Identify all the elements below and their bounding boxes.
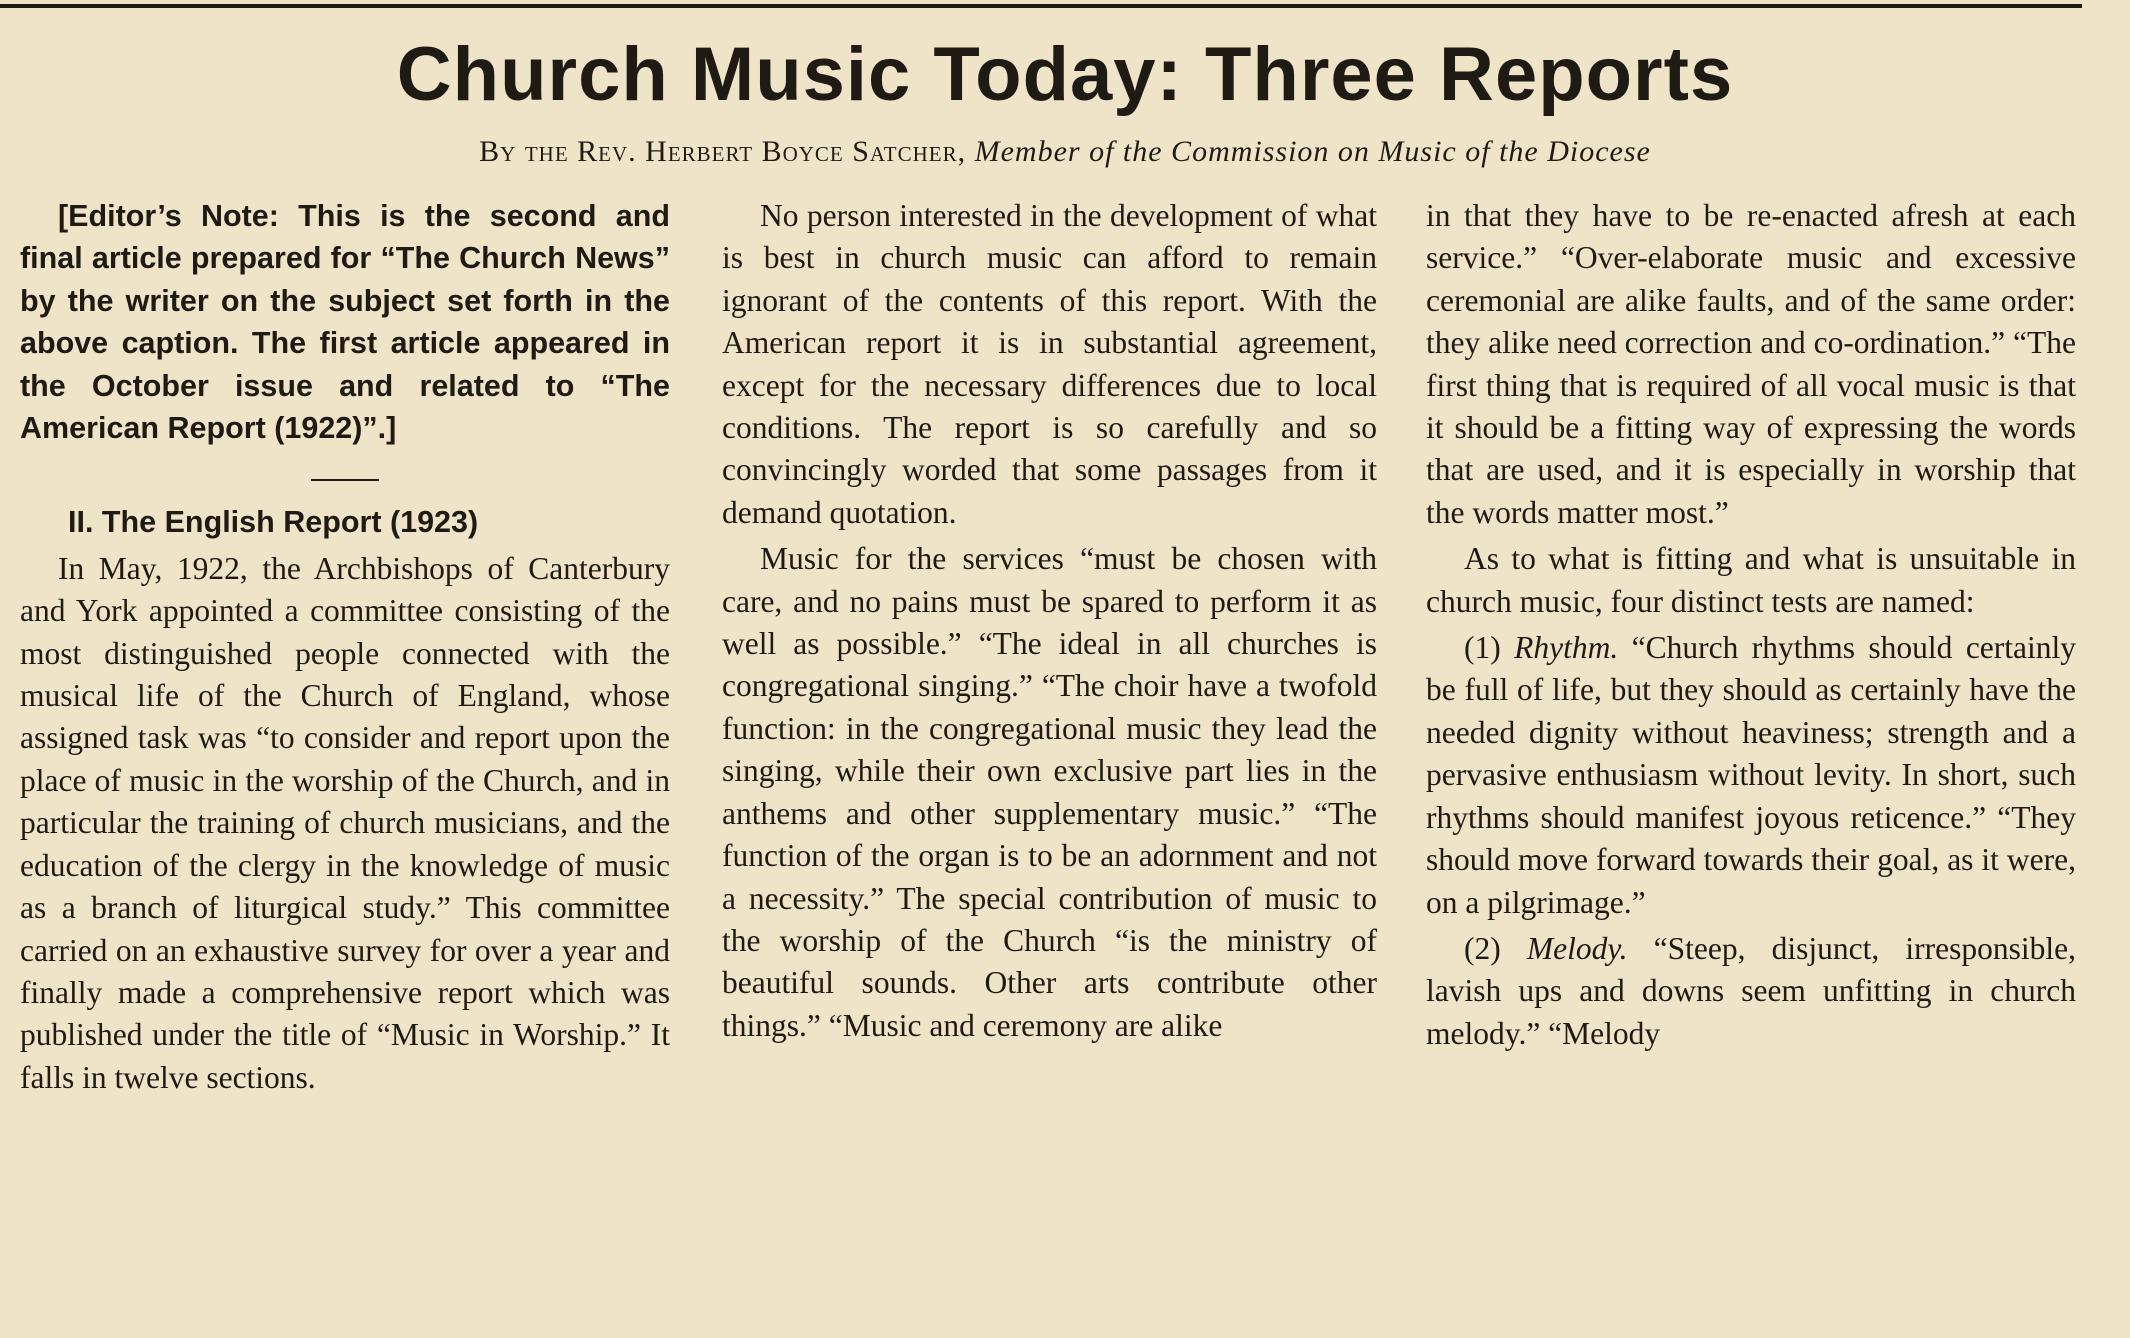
article-title: Church Music Today: Three Reports xyxy=(396,32,1734,117)
column-2-paragraph-1: No person interested in the development of what is best in church music can afford to remain ignorant of the contents of this report. With the American report it is in substantial agreement, except for the necessary differences due to local conditions. The report is so carefully and so convincingly worded that some passages from it demand quotation. xyxy=(722,198,1377,530)
byline xyxy=(0,132,2130,172)
rhythm-text: “Church rhythms should certainly be full of life, but they should as certainly have the needed dignity without heaviness; strength and a pervasive enthusiasm without levity. In short, such rhythms should manifest joyous reticence.” “They should move forward towards their goal, as it were, on a pilgrimage.” xyxy=(1426,630,2077,920)
column-3-paragraph-1: in that they have to be re-enacted afresh at each service.” “Over-elaborate music and excessive ceremonial are alike faults, and of the same order: they alike need correction and co-ordination.” “The first thing that is required of all vocal music is that it should be a fitting way of expressing the words that are used, and it is especially in worship that the words matter most.” xyxy=(1426,198,2076,530)
melody-paragraph xyxy=(1426,928,2076,1055)
top-rule xyxy=(0,4,2082,8)
section-divider xyxy=(311,479,379,481)
column-2 xyxy=(722,195,1377,1047)
column-2-paragraph-2: Music for the services “must be chosen with care, and no pains must be spared to perform it as well as possible.” “The ideal in all churches is congregational singing.” “The choir have a twofold function: in the congregational music they lead the singing, while their own exclusive part lies in the anthems and other supplementary music.” “The function of the organ is to be an adornment and not a necessity.” The special contribution of music to the worship of the Church “is the ministry of beautiful sounds. Other arts contribute other things.” “Music and ceremony are alike xyxy=(722,541,1377,1043)
rhythm-term: Rhythm. xyxy=(1514,630,1619,666)
editor-note: [Editor’s Note: This is the second and final article prepared for “The Church News” by the writer on the subject set forth in the above caption. The first article appeared in the October issue and related to “The American Report (1922)”.] xyxy=(20,199,670,446)
rhythm-paragraph xyxy=(1426,627,2076,924)
column-1 xyxy=(20,195,670,1099)
rhythm-label: (1) xyxy=(1464,630,1501,666)
melody-text: “Steep, disjunct, irresponsible, lavish ups and downs seem unfitting in church melody.” “Melody xyxy=(1426,930,2076,1051)
section-heading: II. The English Report (1923) xyxy=(68,505,479,540)
column-3-paragraph-2: As to what is fitting and what is unsuitable in church music, four distinct tests are named: xyxy=(1426,541,2076,619)
byline-affiliation: Member of the Commission on Music of the Diocese xyxy=(974,135,1651,168)
column-1-paragraph: In May, 1922, the Archbishops of Canterbury and York appointed a committee consisting of the most distinguished people connected with the musical life of the Church of England, whose assigned task was “to consider and report upon the place of music in the worship of the Church, and in particular the training of church musicians, and the education of the clergy in the knowledge of music as a branch of liturgical study.” This committee carried on an exhaustive survey for over a year and finally made a comprehensive report which was published under the title of “Music in Worship.” It falls in twelve sections. xyxy=(20,550,670,1095)
byline-author: By the Rev. Herbert Boyce Satcher, xyxy=(479,135,967,168)
melody-term: Melody. xyxy=(1526,930,1628,966)
column-3 xyxy=(1426,195,2076,1055)
melody-label: (2) xyxy=(1464,930,1501,966)
